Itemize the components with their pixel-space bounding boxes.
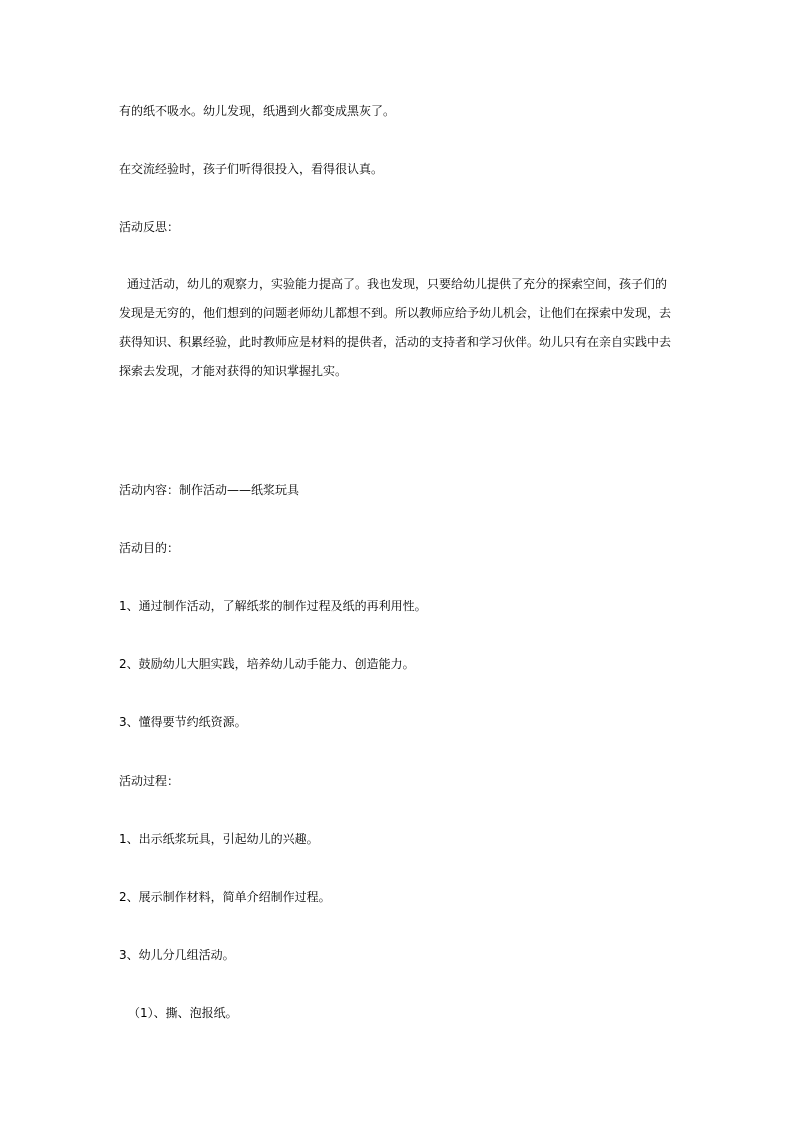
process-step-2: 2、展示制作材料，简单介绍制作过程。 xyxy=(119,890,331,904)
heading-activity-process: 活动过程： xyxy=(119,774,180,788)
reflection-line-2: 发现是无穷的，他们想到的问题老师幼儿都想不到。所以教师应给予幼儿机会，让他们在探索中发现，去 xyxy=(119,306,672,320)
process-step-3: 3、幼儿分几组活动。 xyxy=(119,948,235,962)
heading-activity-content: 活动内容：制作活动——纸浆玩具 xyxy=(119,483,300,497)
text-line-sharing-experience: 在交流经验时，孩子们听得很投入，看得很认真。 xyxy=(119,162,384,176)
process-step-1: 1、出示纸浆玩具，引起幼儿的兴趣。 xyxy=(119,832,319,846)
reflection-paragraph xyxy=(119,270,679,386)
reflection-line-3: 获得知识、积累经验，此时教师应是材料的提供者，活动的支持者和学习伙伴。幼儿只有在亲自实践中去 xyxy=(119,335,672,349)
reflection-line-4: 探索去发现，才能对获得的知识掌握扎实。 xyxy=(119,364,348,378)
reflection-line-1: 通过活动，幼儿的观察力，实验能力提高了。我也发现，只要给幼儿提供了充分的探索空间，孩子们的 xyxy=(127,277,668,291)
heading-activity-goals: 活动目的： xyxy=(119,541,180,555)
goal-item-1: 1、通过制作活动，了解纸浆的制作过程及纸的再利用性。 xyxy=(119,599,427,613)
goal-item-2: 2、鼓励幼儿大胆实践，培养幼儿动手能力、创造能力。 xyxy=(119,657,415,671)
goal-item-3: 3、懂得要节约纸资源。 xyxy=(119,715,247,729)
heading-activity-reflection: 活动反思： xyxy=(119,220,180,234)
process-substep-1: （1）、撕、泡报纸。 xyxy=(128,1006,238,1020)
text-line-paper-absorbs: 有的纸不吸水。幼儿发现，纸遇到火都变成黑灰了。 xyxy=(119,104,396,118)
